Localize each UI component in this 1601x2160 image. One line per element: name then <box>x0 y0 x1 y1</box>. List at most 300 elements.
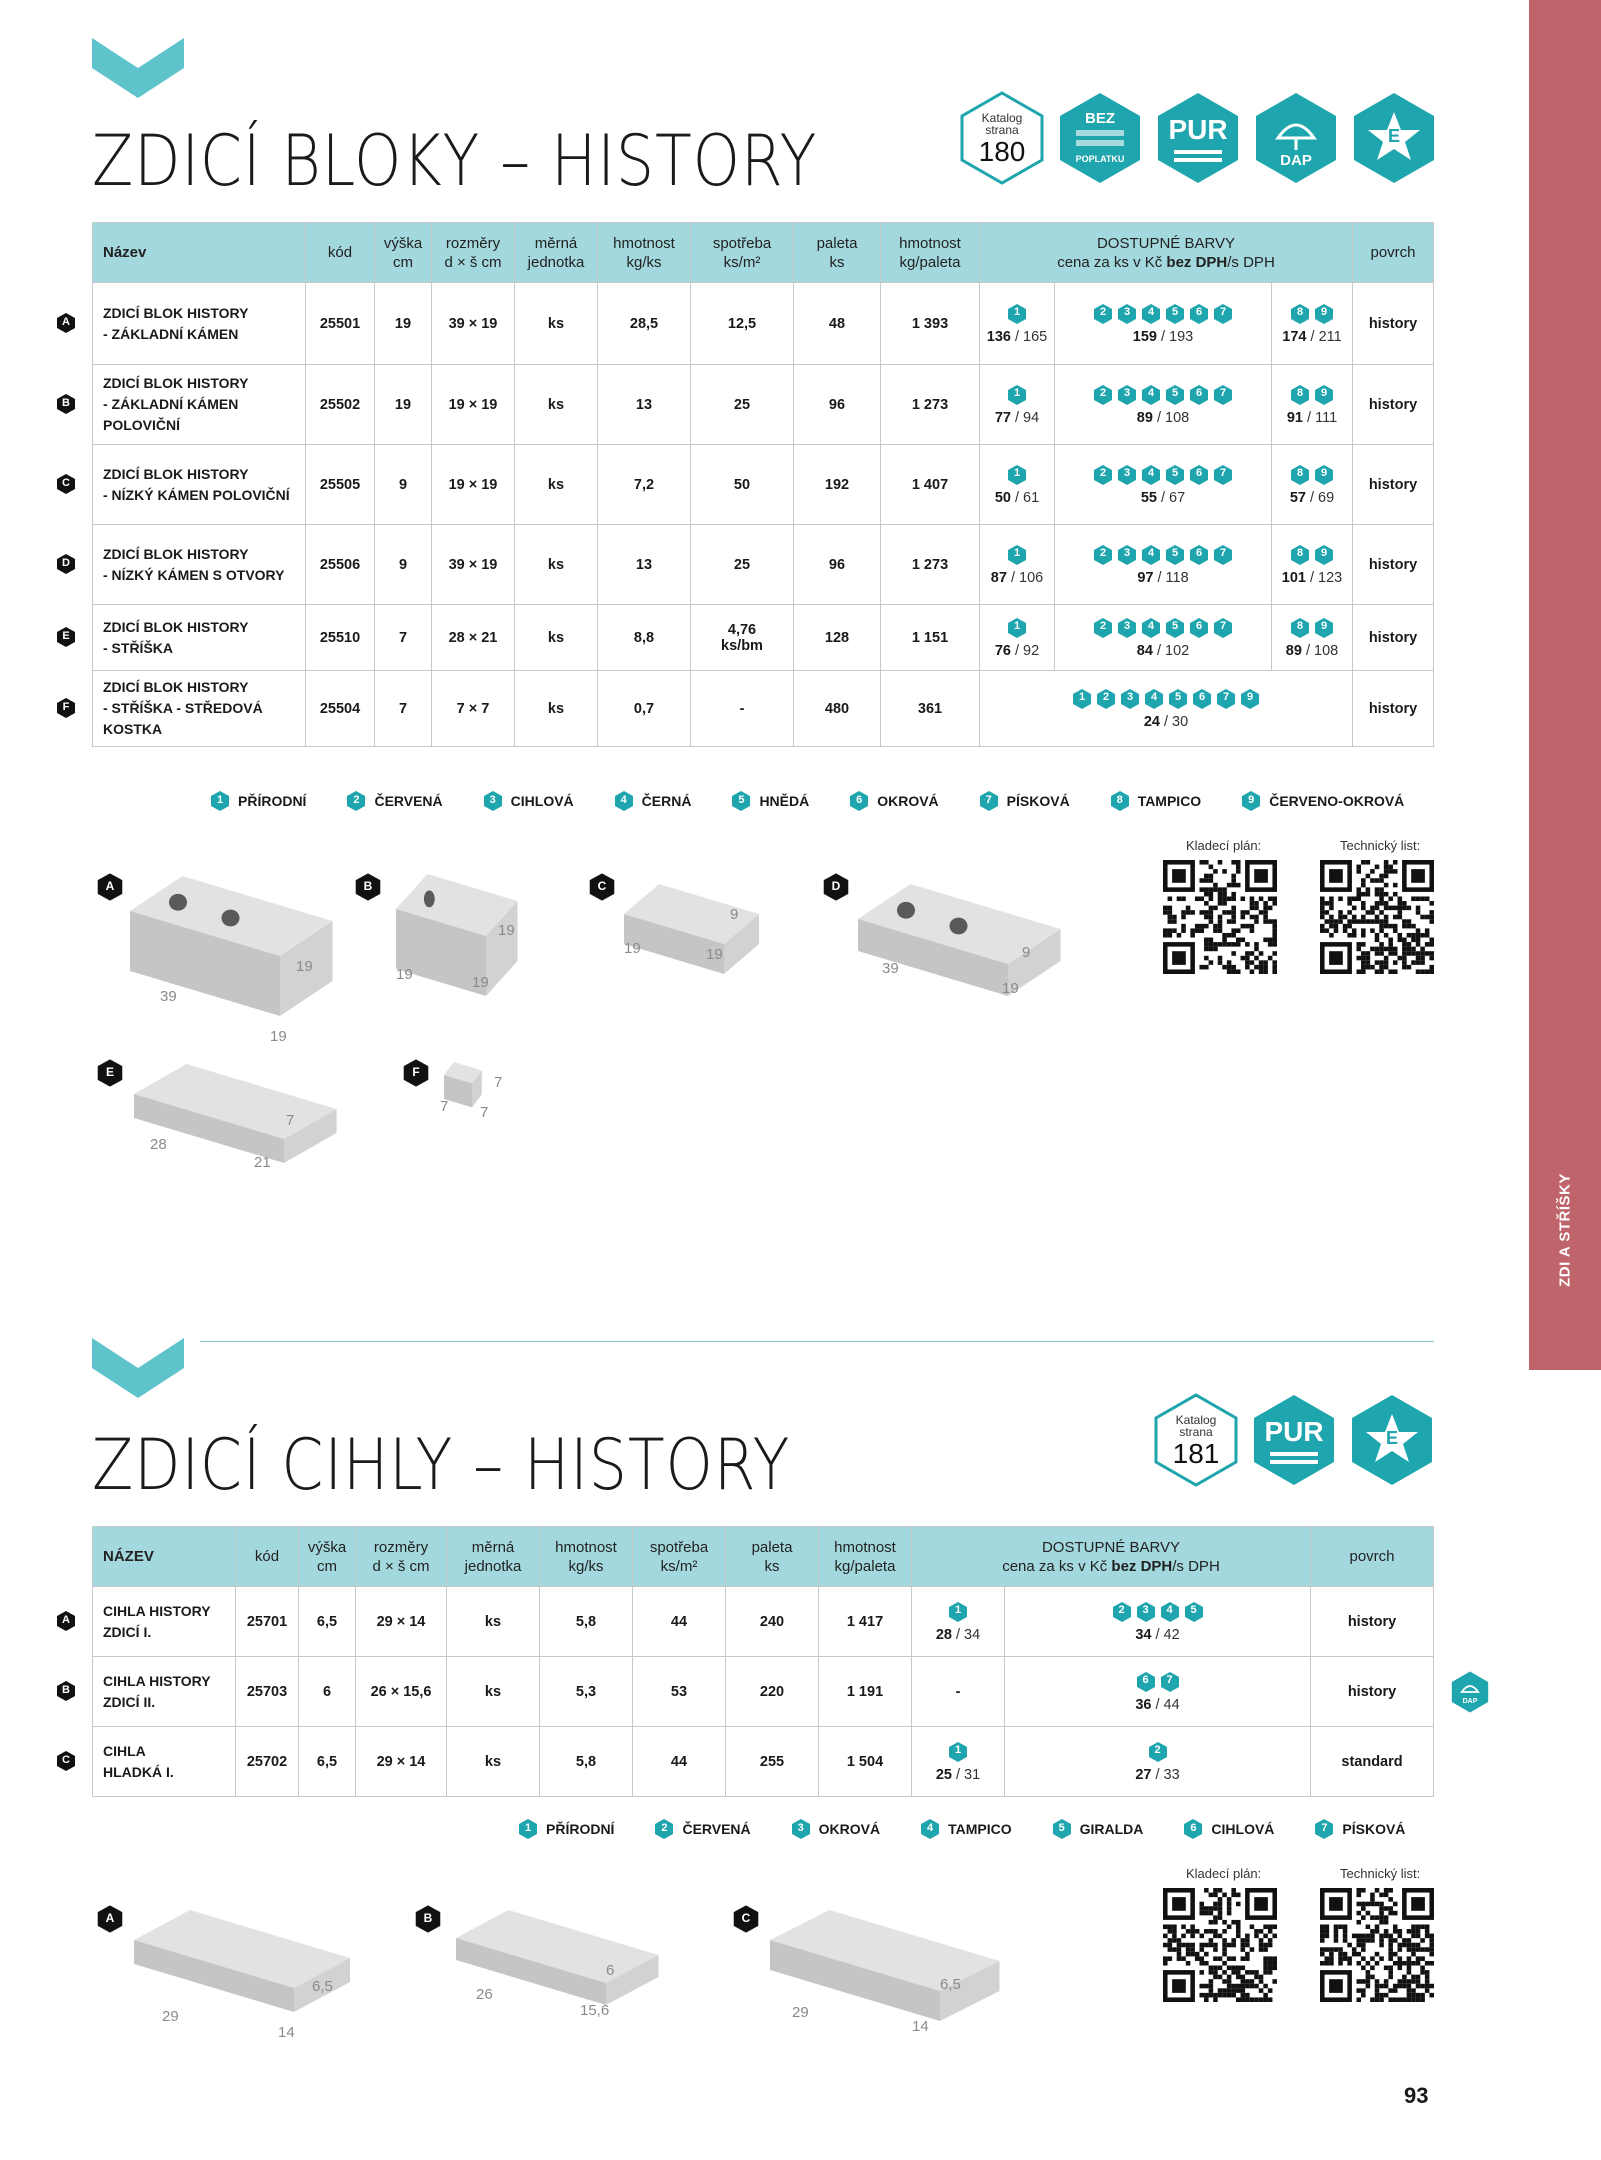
legend-item: 2 ČERVENÁ <box>346 790 442 812</box>
table-row <box>93 671 1434 747</box>
product-dims: 29 × 14 <box>356 1727 447 1797</box>
color-dot-icon: 6 <box>1189 464 1209 486</box>
color-dot-icon: 3 <box>1120 688 1140 710</box>
legend-item: 4 TAMPICO <box>920 1818 1012 1840</box>
product-pallet: 96 <box>794 365 881 445</box>
color-dot-icon: 9 <box>1314 617 1334 639</box>
color-swatch-icon: 4 <box>920 1818 940 1840</box>
product-consumption: 25 <box>691 525 794 605</box>
dimension-label: 15,6 <box>580 2002 610 2019</box>
color-dot-icon: 9 <box>1314 464 1334 486</box>
dimension-label: 9 <box>730 906 739 923</box>
col-code: kód <box>236 1527 299 1587</box>
dimension-label: 28 <box>150 1136 167 1153</box>
product-illustration <box>386 870 542 1047</box>
product-surface: history <box>1353 671 1434 747</box>
legend-item: 6 OKROVÁ <box>849 790 938 812</box>
section-title: ZDICÍ CIHLY – HISTORY <box>92 1424 791 1506</box>
color-dot-icon: 1 <box>1007 303 1027 325</box>
product-unit: ks <box>515 605 598 671</box>
product-pallet: 128 <box>794 605 881 671</box>
table-row <box>93 365 1434 445</box>
dimension-label: 21 <box>254 1154 271 1171</box>
product-dims: 19 × 19 <box>432 445 515 525</box>
product-consumption: 12,5 <box>691 283 794 365</box>
row-letter-badge: B <box>56 393 76 415</box>
color-dot-icon: 1 <box>948 1741 968 1763</box>
dimension-label: 39 <box>160 988 177 1005</box>
product-weight: 5,8 <box>540 1727 633 1797</box>
product-pallet-weight: 1 273 <box>881 365 980 445</box>
color-dot-icon: 7 <box>1160 1671 1180 1693</box>
color-dot-icon: 6 <box>1192 688 1212 710</box>
product-pallet: 480 <box>794 671 881 747</box>
color-dot-icon: 1 <box>948 1601 968 1623</box>
page-title: ZDICÍ BLOKY – HISTORY <box>92 120 818 202</box>
product-letter-badge: A <box>96 872 124 902</box>
dimension-label: 14 <box>912 2018 929 2035</box>
price-without-vat: 89 <box>1136 409 1153 426</box>
color-dot-icon: 9 <box>1314 384 1334 406</box>
product-code: 25506 <box>306 525 375 605</box>
price-with-vat: 102 <box>1165 642 1190 659</box>
price-cell: 1 76 / 92 <box>980 605 1055 671</box>
product-weight: 13 <box>598 365 691 445</box>
price-without-vat: 57 <box>1289 489 1306 506</box>
tech-sheet-qr-icon[interactable] <box>1320 860 1434 974</box>
color-dot-icon: 5 <box>1184 1601 1204 1623</box>
color-swatch-icon: 7 <box>1314 1818 1334 1840</box>
catalog-badge[interactable]: Katalog strana 180 <box>958 90 1046 186</box>
color-dot-icon: 7 <box>1213 384 1233 406</box>
badge-row <box>1152 1392 1436 1488</box>
product-letter-badge: D <box>822 872 850 902</box>
color-dot-icon: 4 <box>1141 464 1161 486</box>
legend-item: 5 HNĚDÁ <box>731 790 809 812</box>
product-dims: 39 × 19 <box>432 525 515 605</box>
color-dot-icon: 4 <box>1141 544 1161 566</box>
col-consumption: spotřeba ks/m² <box>633 1527 726 1587</box>
color-dot-icon: 4 <box>1141 303 1161 325</box>
price-without-vat: 50 <box>994 489 1011 506</box>
col-height: výška cm <box>375 223 432 283</box>
pur-badge: PUR <box>1250 1392 1338 1488</box>
price-cell: 1 50 / 61 <box>980 445 1055 525</box>
product-code: 25504 <box>306 671 375 747</box>
row-letter-badge: B <box>56 1680 76 1702</box>
legend-item: 1 PŘÍRODNÍ <box>210 790 306 812</box>
price-without-vat: 87 <box>990 569 1007 586</box>
product-pallet-weight: 1 504 <box>819 1727 912 1797</box>
product-unit: ks <box>515 671 598 747</box>
price-cell: 2 3 4 5 6 7 159 / 193 <box>1055 283 1272 365</box>
price-with-vat: 69 <box>1318 489 1335 506</box>
color-dot-icon: 4 <box>1144 688 1164 710</box>
color-dot-icon: 2 <box>1148 1741 1168 1763</box>
color-dot-icon: 5 <box>1168 688 1188 710</box>
product-letter-badge: E <box>96 1058 124 1088</box>
color-dot-icon: 5 <box>1165 617 1185 639</box>
color-swatch-icon: 5 <box>1052 1818 1072 1840</box>
price-cell: 8 9 89 / 108 <box>1272 605 1353 671</box>
color-dot-icon: 1 <box>1007 464 1027 486</box>
product-height: 19 <box>375 365 432 445</box>
product-unit: ks <box>515 445 598 525</box>
product-surface: standard <box>1311 1727 1434 1797</box>
product-height: 9 <box>375 525 432 605</box>
dap-umbrella-badge: DAP <box>1252 90 1340 186</box>
price-with-vat: 44 <box>1163 1696 1180 1713</box>
product-illustration <box>120 872 360 1067</box>
color-dot-icon: 5 <box>1165 544 1185 566</box>
color-dot-icon: 2 <box>1093 303 1113 325</box>
col-colors: DOSTUPNÉ BARVY cena za ks v Kč bez DPH/s DPH <box>980 223 1353 283</box>
tech-sheet-qr-icon[interactable] <box>1320 1888 1434 2002</box>
product-illustration <box>124 1060 364 1209</box>
color-dot-icon: 2 <box>1096 688 1116 710</box>
price-with-vat: 34 <box>964 1626 981 1643</box>
page-number: 93 <box>1404 2083 1429 2108</box>
product-pallet-weight: 1 191 <box>819 1657 912 1727</box>
color-dot-icon: 7 <box>1213 544 1233 566</box>
color-legend <box>210 790 1404 812</box>
col-height: výška cm <box>299 1527 356 1587</box>
dimension-label: 7 <box>494 1074 503 1091</box>
dimension-label: 19 <box>296 958 313 975</box>
color-dot-icon: 8 <box>1290 384 1310 406</box>
color-dot-icon: 2 <box>1093 617 1113 639</box>
color-swatch-icon: 6 <box>849 790 869 812</box>
price-cell: 2 3 4 5 6 7 84 / 102 <box>1055 605 1272 671</box>
product-height: 6,5 <box>299 1587 356 1657</box>
dimension-label: 26 <box>476 1986 493 2003</box>
price-without-vat: 25 <box>935 1766 952 1783</box>
color-swatch-icon: 1 <box>518 1818 538 1840</box>
color-swatch-icon: 3 <box>483 790 503 812</box>
section-sidebar <box>1529 0 1601 1370</box>
color-dot-icon: 6 <box>1189 617 1209 639</box>
product-weight: 0,7 <box>598 671 691 747</box>
dimension-label: 19 <box>624 940 641 957</box>
product-pallet: 240 <box>726 1587 819 1657</box>
product-code: 25701 <box>236 1587 299 1657</box>
color-swatch-icon: 8 <box>1110 790 1130 812</box>
product-height: 7 <box>375 671 432 747</box>
product-name: ZDICÍ BLOK HISTORY - ZÁKLADNÍ KÁMEN POLOVIČNÍ <box>93 365 306 445</box>
product-weight: 7,2 <box>598 445 691 525</box>
product-code: 25501 <box>306 283 375 365</box>
color-dot-icon: 9 <box>1314 303 1334 325</box>
product-letter-badge: F <box>402 1058 430 1088</box>
product-weight: 5,3 <box>540 1657 633 1727</box>
product-unit: ks <box>515 365 598 445</box>
product-consumption: 44 <box>633 1727 726 1797</box>
color-dot-icon: 7 <box>1213 464 1233 486</box>
product-dims: 7 × 7 <box>432 671 515 747</box>
product-code: 25505 <box>306 445 375 525</box>
product-weight: 5,8 <box>540 1587 633 1657</box>
row-letter-badge: A <box>56 312 76 334</box>
color-swatch-icon: 3 <box>791 1818 811 1840</box>
legend-item: 6 CIHLOVÁ <box>1183 1818 1274 1840</box>
color-dot-icon: 6 <box>1189 384 1209 406</box>
price-cell: 1 28 / 34 <box>912 1587 1005 1657</box>
product-height: 6,5 <box>299 1727 356 1797</box>
product-weight: 13 <box>598 525 691 605</box>
dimension-label: 29 <box>792 2004 809 2021</box>
color-dot-icon: 4 <box>1141 617 1161 639</box>
table-row <box>93 283 1434 365</box>
price-cell: 1 25 / 31 <box>912 1727 1005 1797</box>
row-letter-badge: D <box>56 553 76 575</box>
dimension-label: 19 <box>396 966 413 983</box>
price-cell: 1 77 / 94 <box>980 365 1055 445</box>
product-surface: history <box>1353 605 1434 671</box>
product-dims: 29 × 14 <box>356 1587 447 1657</box>
col-code: kód <box>306 223 375 283</box>
col-pallet-weight: hmotnost kg/paleta <box>881 223 980 283</box>
product-unit: ks <box>515 525 598 605</box>
dimension-label: 7 <box>480 1104 489 1121</box>
color-dot-icon: 3 <box>1136 1601 1156 1623</box>
price-cell: 6 7 36 / 44 <box>1005 1657 1311 1727</box>
product-surface: history <box>1353 525 1434 605</box>
row-letter-badge: C <box>56 1750 76 1772</box>
product-dims: 19 × 19 <box>432 365 515 445</box>
col-colors: DOSTUPNÉ BARVY cena za ks v Kč bez DPH/s DPH <box>912 1527 1311 1587</box>
price-with-vat: 92 <box>1023 642 1040 659</box>
price-without-vat: 97 <box>1137 569 1154 586</box>
price-without-vat: 136 <box>986 328 1011 345</box>
color-dot-icon: 9 <box>1314 544 1334 566</box>
price-with-vat: 106 <box>1019 569 1044 586</box>
price-with-vat: 211 <box>1318 328 1342 345</box>
e-star-badge: E <box>1350 90 1438 186</box>
col-name: NÁZEV <box>93 1527 236 1587</box>
color-dot-icon: 3 <box>1117 617 1137 639</box>
col-dims: rozměry d × š cm <box>356 1527 447 1587</box>
product-unit: ks <box>447 1587 540 1657</box>
price-without-vat: 34 <box>1135 1626 1152 1643</box>
color-dot-icon: 2 <box>1112 1601 1132 1623</box>
color-dot-icon: 3 <box>1117 384 1137 406</box>
price-with-vat: 123 <box>1318 569 1343 586</box>
product-consumption: 53 <box>633 1657 726 1727</box>
price-without-vat: 28 <box>935 1626 952 1643</box>
color-swatch-icon: 5 <box>731 790 751 812</box>
color-dot-icon: 6 <box>1189 544 1209 566</box>
dimension-label: 19 <box>498 922 515 939</box>
price-with-vat: 193 <box>1169 328 1194 345</box>
price-with-vat: 67 <box>1169 489 1186 506</box>
dimension-label: 19 <box>1002 980 1019 997</box>
col-weight: hmotnost kg/ks <box>598 223 691 283</box>
color-dot-icon: 5 <box>1165 464 1185 486</box>
col-pallet: paleta ks <box>794 223 881 283</box>
legend-item: 5 GIRALDA <box>1052 1818 1144 1840</box>
color-dot-icon: 1 <box>1072 688 1092 710</box>
color-dot-icon: 1 <box>1007 384 1027 406</box>
product-letter-badge: C <box>732 1904 760 1934</box>
color-dot-icon: 3 <box>1117 464 1137 486</box>
product-weight: 8,8 <box>598 605 691 671</box>
legend-item: 7 PÍSKOVÁ <box>979 790 1070 812</box>
price-with-vat: 165 <box>1023 328 1048 345</box>
price-without-vat: 159 <box>1132 328 1157 345</box>
legend-item: 3 CIHLOVÁ <box>483 790 574 812</box>
price-with-vat: 118 <box>1165 569 1189 586</box>
price-without-vat: 36 <box>1135 1696 1152 1713</box>
price-with-vat: 94 <box>1023 409 1040 426</box>
price-cell: 2 3 4 5 6 7 89 / 108 <box>1055 365 1272 445</box>
price-without-vat: 174 <box>1282 328 1307 345</box>
price-with-vat: 108 <box>1165 409 1190 426</box>
price-cell: 2 3 4 5 34 / 42 <box>1005 1587 1311 1657</box>
no-fee-pallet-badge: BEZ POPLATKU <box>1056 90 1144 186</box>
product-code: 25703 <box>236 1657 299 1727</box>
color-dot-icon: 9 <box>1240 688 1260 710</box>
product-surface: history <box>1353 445 1434 525</box>
product-code: 25510 <box>306 605 375 671</box>
price-with-vat: 108 <box>1314 642 1339 659</box>
section-divider <box>200 1341 1434 1342</box>
dimension-label: 6 <box>606 1962 615 1979</box>
color-legend <box>518 1818 1405 1840</box>
product-weight: 28,5 <box>598 283 691 365</box>
legend-item: 2 ČERVENÁ <box>654 1818 750 1840</box>
dimension-label: 6,5 <box>940 1976 961 1993</box>
chevron-down-icon <box>92 38 184 98</box>
color-swatch-icon: 1 <box>210 790 230 812</box>
e-star-badge: E <box>1348 1392 1436 1488</box>
color-dot-icon: 6 <box>1189 303 1209 325</box>
color-dot-icon: 8 <box>1290 303 1310 325</box>
price-without-vat: 77 <box>994 409 1011 426</box>
legend-item: 8 TAMPICO <box>1110 790 1202 812</box>
table-row <box>93 1727 1434 1797</box>
col-surface: povrch <box>1353 223 1434 283</box>
dimension-label: 7 <box>440 1098 449 1115</box>
price-cell: 2 3 4 5 6 7 97 / 118 <box>1055 525 1272 605</box>
color-swatch-icon: 4 <box>614 790 634 812</box>
laying-plan-qr-icon[interactable] <box>1163 1888 1277 2002</box>
product-code: 25702 <box>236 1727 299 1797</box>
laying-plan-label: Kladecí plán: <box>1186 838 1262 853</box>
table-row <box>93 1587 1434 1657</box>
row-letter-badge: A <box>56 1610 76 1632</box>
product-surface: history <box>1311 1657 1434 1727</box>
color-swatch-icon: 2 <box>654 1818 674 1840</box>
color-dot-icon: 2 <box>1093 544 1113 566</box>
price-cell: - <box>912 1657 1005 1727</box>
legend-item: 3 OKROVÁ <box>791 1818 880 1840</box>
product-height: 7 <box>375 605 432 671</box>
price-cell: 8 9 91 / 111 <box>1272 365 1353 445</box>
price-cell: 8 9 174 / 211 <box>1272 283 1353 365</box>
price-without-vat: 24 <box>1143 713 1160 730</box>
product-height: 6 <box>299 1657 356 1727</box>
product-consumption: 25 <box>691 365 794 445</box>
product-letter-badge: B <box>414 1904 442 1934</box>
product-pallet-weight: 1 151 <box>881 605 980 671</box>
price-without-vat: 27 <box>1135 1766 1152 1783</box>
table-row <box>93 525 1434 605</box>
price-cell: 1 136 / 165 <box>980 283 1055 365</box>
product-name: CIHLA HISTORY ZDICÍ II. <box>93 1657 236 1727</box>
price-cell: 1 87 / 106 <box>980 525 1055 605</box>
dimension-label: 39 <box>882 960 899 977</box>
product-unit: ks <box>447 1657 540 1727</box>
product-pallet-weight: 361 <box>881 671 980 747</box>
pur-badge: PUR <box>1154 90 1242 186</box>
catalog-badge[interactable]: Katalog strana 181 <box>1152 1392 1240 1488</box>
row-letter-badge: F <box>56 697 76 719</box>
price-with-vat: 111 <box>1315 409 1338 426</box>
product-name: CIHLA HLADKÁ I. <box>93 1727 236 1797</box>
dimension-label: 19 <box>270 1028 287 1045</box>
color-dot-icon: 8 <box>1290 617 1310 639</box>
price-without-vat: 91 <box>1286 409 1303 426</box>
product-table-bricks <box>92 1526 1434 1797</box>
table-row <box>93 445 1434 525</box>
product-name: ZDICÍ BLOK HISTORY - ZÁKLADNÍ KÁMEN <box>93 283 306 365</box>
color-dot-icon: 8 <box>1290 544 1310 566</box>
color-dot-icon: 4 <box>1160 1601 1180 1623</box>
color-swatch-icon: 6 <box>1183 1818 1203 1840</box>
dap-umbrella-icon: DAP <box>1450 1670 1490 1714</box>
col-pallet: paleta ks <box>726 1527 819 1587</box>
col-pallet-weight: hmotnost kg/paleta <box>819 1527 912 1587</box>
color-dot-icon: 3 <box>1117 544 1137 566</box>
product-table-blocks <box>92 222 1434 747</box>
price-cell: 1 2 3 4 5 6 7 9 24 / 30 <box>980 671 1353 747</box>
product-dims: 28 × 21 <box>432 605 515 671</box>
dimension-label: 7 <box>286 1112 295 1129</box>
price-without-vat: 55 <box>1140 489 1157 506</box>
price-with-vat: 61 <box>1023 489 1040 506</box>
color-dot-icon: 7 <box>1216 688 1236 710</box>
legend-item: 7 PÍSKOVÁ <box>1314 1818 1405 1840</box>
col-weight: hmotnost kg/ks <box>540 1527 633 1587</box>
product-surface: history <box>1353 365 1434 445</box>
price-cell: 8 9 101 / 123 <box>1272 525 1353 605</box>
laying-plan-qr-icon[interactable] <box>1163 860 1277 974</box>
dimension-label: 19 <box>472 974 489 991</box>
product-consumption: - <box>691 671 794 747</box>
dimension-label: 19 <box>706 946 723 963</box>
legend-item: 9 ČERVENO-OKROVÁ <box>1241 790 1404 812</box>
legend-item: 4 ČERNÁ <box>614 790 692 812</box>
dimension-label: 29 <box>162 2008 179 2025</box>
product-height: 9 <box>375 445 432 525</box>
price-cell: 8 9 57 / 69 <box>1272 445 1353 525</box>
product-illustration <box>446 1906 686 2049</box>
product-dims: 26 × 15,6 <box>356 1657 447 1727</box>
product-illustration <box>124 1906 378 2058</box>
price-without-vat: 76 <box>994 642 1011 659</box>
color-swatch-icon: 2 <box>346 790 366 812</box>
color-swatch-icon: 7 <box>979 790 999 812</box>
product-pallet-weight: 1 393 <box>881 283 980 365</box>
tech-sheet-label: Technický list: <box>1340 1866 1421 1881</box>
product-letter-badge: A <box>96 1904 124 1934</box>
product-pallet: 220 <box>726 1657 819 1727</box>
product-surface: history <box>1311 1587 1434 1657</box>
price-with-vat: 33 <box>1163 1766 1180 1783</box>
color-swatch-icon: 9 <box>1241 790 1261 812</box>
product-consumption: 4,76 ks/bm <box>691 605 794 671</box>
product-name: ZDICÍ BLOK HISTORY - STŘÍŠKA - STŘEDOVÁ KOSTKA <box>93 671 306 747</box>
